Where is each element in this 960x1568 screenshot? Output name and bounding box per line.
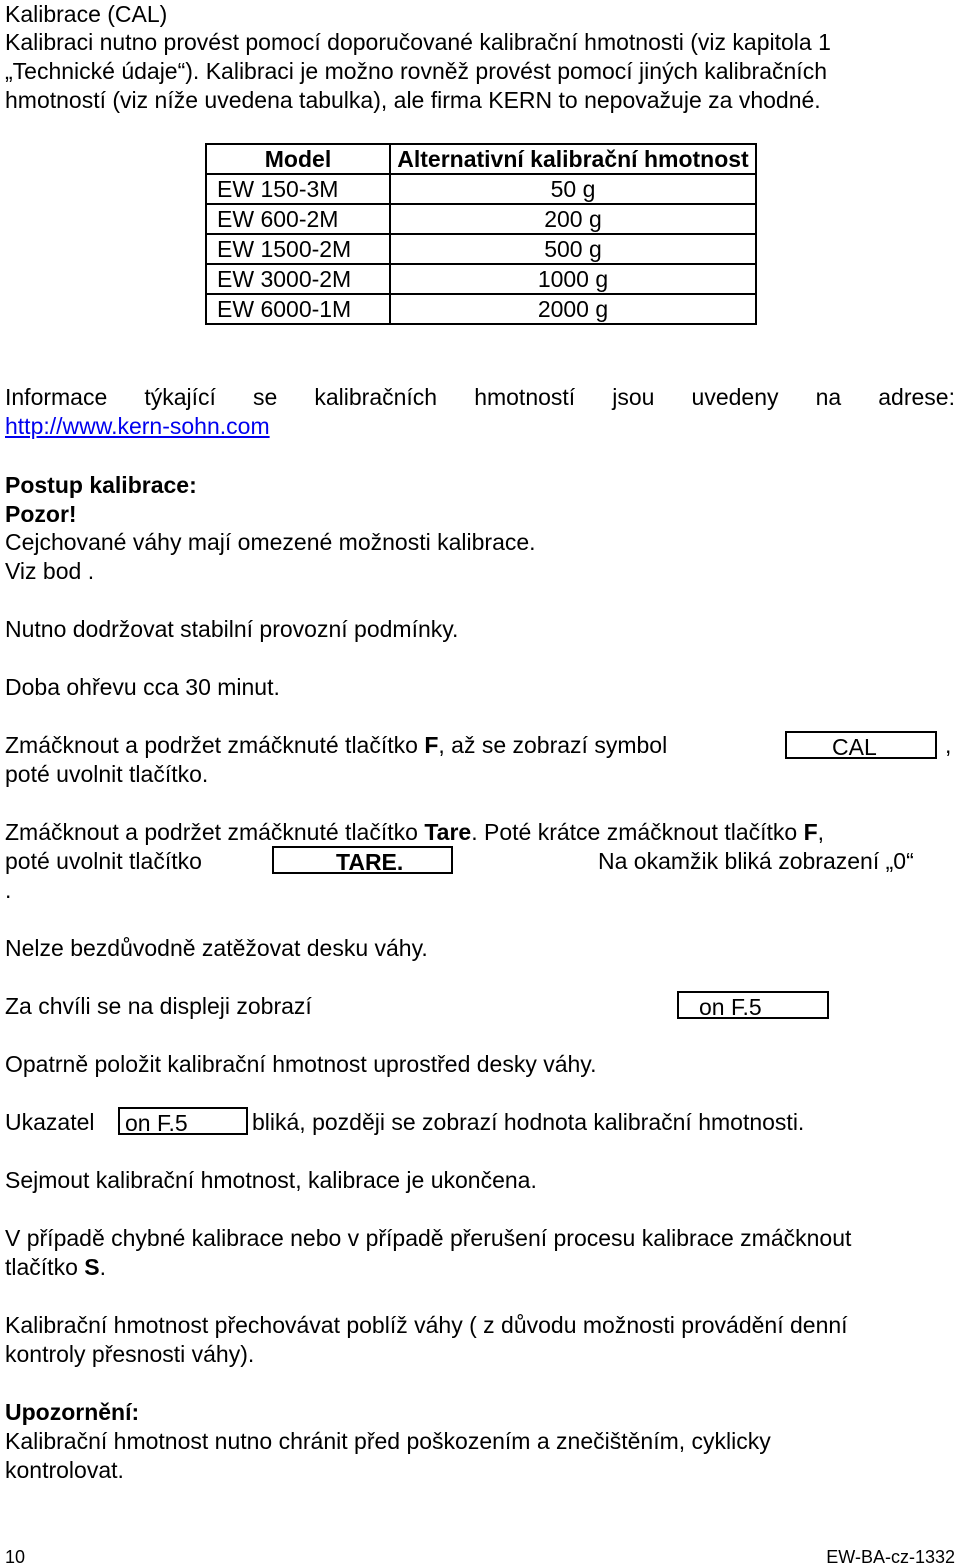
info-link-line	[5, 412, 270, 440]
no-load-text: Nelze bezdůvodně zatěžovat desku váhy.	[5, 935, 428, 961]
info-word: adrese:	[878, 384, 955, 410]
page-number: 10	[5, 1547, 26, 1567]
table-cell-weight: 200 g	[390, 204, 756, 234]
error-line-1: V případě chybné kalibrace nebo v případě přerušení procesu kalibrace zmáčknout	[5, 1225, 852, 1251]
table-cell-weight: 1000 g	[390, 264, 756, 294]
tare-button-box: TARE.	[272, 846, 453, 874]
display-cal-box: CAL	[785, 731, 937, 759]
step2-line	[5, 818, 955, 846]
step1-text: Zmáčknout a podržet zmáčknuté tlačítko	[5, 732, 425, 758]
remove-weight-text: Sejmout kalibrační hmotnost, kalibrace je ukončena.	[5, 1167, 537, 1193]
info-word: Informace	[5, 384, 108, 410]
indicator-label: Ukazatel	[5, 1109, 95, 1135]
table-cell-model: EW 3000-2M	[206, 264, 390, 294]
step2-line-3: .	[5, 877, 12, 903]
intro-line-2: „Technické údaje“). Kalibraci je možno rovněž provést pomocí jiných kalibračních	[5, 58, 827, 84]
table-cell-model: EW 150-3M	[206, 174, 390, 204]
indicator-display-box: on F.5	[118, 1107, 248, 1135]
indicator-text: bliká, později se zobrazí hodnota kalibrační hmotnosti.	[252, 1109, 805, 1135]
key-f-label: F	[803, 819, 818, 845]
soon-display-text: Za chvíli se na displeji zobrazí	[5, 993, 312, 1019]
table-row	[206, 264, 756, 294]
stable-conditions-text: Nutno dodržovat stabilní provozní podmínky.	[5, 616, 459, 642]
step2-line-2: poté uvolnit tlačítko	[5, 848, 202, 874]
info-word: týkající	[144, 384, 216, 410]
table-row	[206, 204, 756, 234]
display-on-f5-box: on F.5	[677, 991, 829, 1019]
section-heading: Kalibrace (CAL)	[5, 1, 168, 27]
intro-line-3: hmotností (viz níže uvedena tabulka), ale firma KERN to nepovažuje za vhodné.	[5, 87, 821, 113]
calibration-weights-table	[205, 143, 757, 325]
key-tare-label: Tare	[424, 819, 472, 845]
place-weight-text: Opatrně položit kalibrační hmotnost uprostřed desky váhy.	[5, 1051, 597, 1077]
warmup-text: Doba ohřevu cca 30 minut.	[5, 674, 280, 700]
key-s-label: S	[84, 1254, 100, 1280]
keep-line-2: kontroly přesnosti váhy).	[5, 1341, 255, 1367]
step2-text: Zmáčknout a podržet zmáčknuté tlačítko Tare. Poté krátce zmáčknout tlačítko F,	[5, 819, 825, 845]
info-word: uvedeny	[691, 384, 779, 410]
table-cell-weight: 500 g	[390, 234, 756, 264]
step1-line-2: poté uvolnit tlačítko.	[5, 761, 209, 787]
keep-line-1: Kalibrační hmotnost přechovávat poblíž váhy ( z důvodu možnosti provádění denní	[5, 1312, 848, 1338]
limited-calibration-text: Cejchované váhy mají omezené možnosti kalibrace.	[5, 529, 536, 555]
notice-line-1: Kalibrační hmotnost nutno chránit před poškozením a znečištěním, cyklicky	[5, 1428, 771, 1454]
table-row	[206, 294, 756, 324]
table-header-weight: Alternativní kalibrační hmotnost	[390, 144, 756, 174]
step2-blink-text: Na okamžik bliká zobrazení „0“	[598, 848, 914, 874]
table-cell-weight: 2000 g	[390, 294, 756, 324]
info-line	[5, 383, 955, 411]
table-cell-model: EW 6000-1M	[206, 294, 390, 324]
table-header-model: Model	[206, 144, 390, 174]
step1-line	[5, 731, 667, 759]
table-cell-model: EW 1500-2M	[206, 234, 390, 264]
see-point-text: Viz bod .	[5, 558, 95, 584]
notice-title: Upozornění:	[5, 1399, 140, 1425]
step1-comma: ,	[945, 732, 952, 758]
info-word: se	[253, 384, 278, 410]
table-cell-weight: 50 g	[390, 174, 756, 204]
key-f-label: F	[424, 732, 439, 758]
notice-line-2: kontrolovat.	[5, 1457, 124, 1483]
info-word: hmotností	[474, 384, 576, 410]
table-row	[206, 174, 756, 204]
info-word: jsou	[612, 384, 655, 410]
procedure-title: Postup kalibrace:	[5, 472, 197, 498]
error-line-2: tlačítko S.	[5, 1254, 106, 1280]
table-row	[206, 234, 756, 264]
intro-line-1: Kalibraci nutno provést pomocí doporučované kalibrační hmotnosti (viz kapitola 1	[5, 29, 831, 55]
step1-text-post: , až se zobrazí symbol	[438, 732, 668, 758]
info-word: na	[815, 384, 842, 410]
table-cell-model: EW 600-2M	[206, 204, 390, 234]
document-code: EW-BA-cz-1332	[826, 1547, 955, 1567]
kern-website-link[interactable]: http://www.kern-sohn.com	[5, 413, 270, 439]
info-word: kalibračních	[314, 384, 438, 410]
warning-label: Pozor!	[5, 501, 77, 527]
